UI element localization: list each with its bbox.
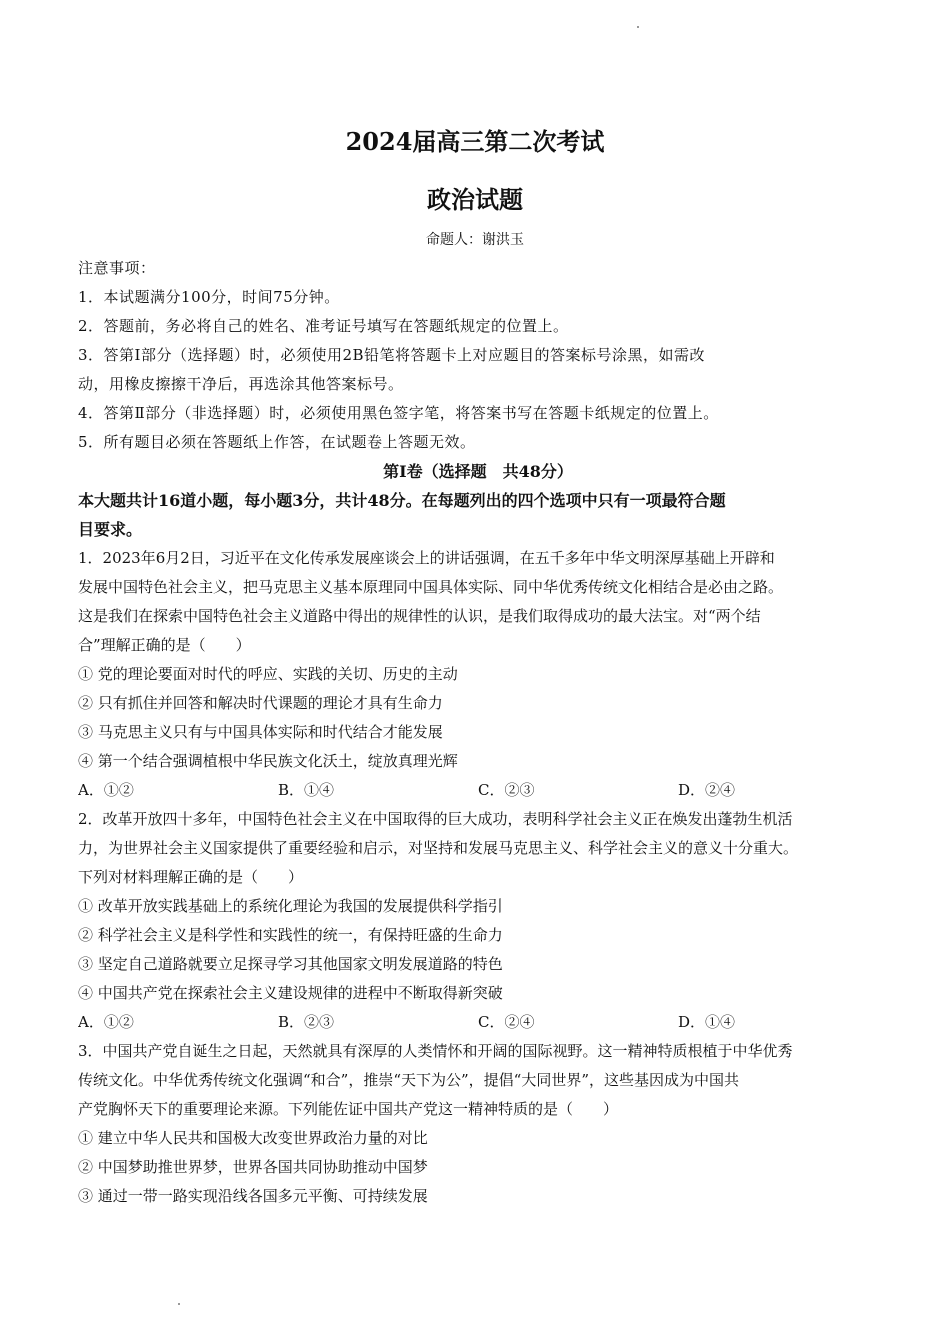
- question-statement: ③ 马克思主义只有与中国具体实际和时代结合才能发展: [78, 723, 443, 741]
- exam-title: 2024届高三第二次考试: [345, 127, 605, 156]
- scan-dot: [637, 26, 639, 28]
- notice-line: 4．答第Ⅱ部分（非选择题）时，必须使用黑色签字笔，将答案书写在答题卡纸规定的位置上。: [78, 404, 719, 422]
- question-statement: ② 科学社会主义是科学性和实践性的统一，有保持旺盛的生命力: [78, 926, 503, 944]
- section-title: 第Ⅰ卷（选择题 共48分）: [383, 462, 573, 481]
- notice-line: 3．答第Ⅰ部分（选择题）时，必须使用2B铅笔将答题卡上对应题目的答案标号涂黑，如需改: [78, 346, 706, 364]
- question-statement: ④ 第一个结合强调植根中华民族文化沃土，绽放真理光辉: [78, 752, 458, 770]
- question-statement: ② 中国梦助推世界梦，世界各国共同协助推动中国梦: [78, 1158, 428, 1176]
- question-2: [78, 805, 878, 1037]
- question-statement: ② 只有抓住并回答和解决时代课题的理论才具有生命力: [78, 694, 443, 712]
- question-stem: 下列对材料理解正确的是（ ）: [78, 868, 304, 886]
- option-a: A．①②: [78, 1013, 134, 1031]
- option-c: C．②③: [478, 781, 535, 799]
- answer-options: [78, 776, 878, 805]
- question-stem: 力，为世界社会主义国家提供了重要经验和启示，对坚持和发展马克思主义、科学社会主义的意义十分重大。: [78, 839, 799, 857]
- question-statement: ③ 通过一带一路实现沿线各国多元平衡、可持续发展: [78, 1187, 428, 1205]
- question-stem: 产党胸怀天下的重要理论来源。下列能佐证中国共产党这一精神特质的是（ ）: [78, 1100, 619, 1118]
- option-a: A．①②: [78, 781, 134, 799]
- question-statement: ④ 中国共产党在探索社会主义建设规律的进程中不断取得新突破: [78, 984, 503, 1002]
- question-stem: 传统文化。中华优秀传统文化强调“和合”，推崇“天下为公”，提倡“大同世界”，这些基因成为中国共: [78, 1071, 740, 1089]
- notice-line: 1．本试题满分100分，时间75分钟。: [78, 288, 340, 306]
- option-c: C．②④: [478, 1013, 535, 1031]
- question-stem: 发展中国特色社会主义，把马克思主义基本原理同中国具体实际、同中华优秀传统文化相结合是必由之路。: [78, 578, 784, 596]
- answer-options: [78, 1008, 878, 1037]
- scan-dot: [178, 1303, 180, 1305]
- question-statement: ① 改革开放实践基础上的系统化理论为我国的发展提供科学指引: [78, 897, 503, 915]
- exam-author: 命题人：谢洪玉: [426, 232, 524, 248]
- question-statement: ① 党的理论要面对时代的呼应、实践的关切、历史的主动: [78, 665, 458, 683]
- option-d: D．①④: [678, 1013, 736, 1031]
- section-instructions: 目要求。: [78, 520, 143, 539]
- section-instructions: 本大题共计16道小题，每小题3分，共计48分。在每题列出的四个选项中只有一项最符合题: [78, 491, 726, 510]
- question-stem: 1．2023年6月2日，习近平在文化传承发展座谈会上的讲话强调，在五千多年中华文明深厚基础上开辟和: [78, 549, 775, 567]
- question-3: [78, 1037, 878, 1211]
- question-stem: 3．中国共产党自诞生之日起，天然就具有深厚的人类情怀和开阔的国际视野。这一精神特质根植于中华优秀: [78, 1042, 793, 1060]
- notice-heading: 注意事项：: [78, 259, 156, 277]
- notice-line: 动，用橡皮擦擦干净后，再选涂其他答案标号。: [78, 375, 404, 393]
- notice-line: 2．答题前，务必将自己的姓名、准考证号填写在答题纸规定的位置上。: [78, 317, 569, 335]
- notice-line: 5．所有题目必须在答题纸上作答，在试题卷上答题无效。: [78, 433, 476, 451]
- question-stem: 合”理解正确的是（ ）: [78, 636, 251, 654]
- exam-body: [78, 254, 878, 1211]
- option-b: B．①④: [278, 781, 335, 799]
- question-stem: 这是我们在探索中国特色社会主义道路中得出的规律性的认识，是我们取得成功的最大法宝。对“两个结: [78, 607, 761, 625]
- option-d: D．②④: [678, 781, 736, 799]
- question-stem: 2．改革开放四十多年，中国特色社会主义在中国取得的巨大成功，表明科学社会主义正在焕发出蓬勃生机活: [78, 810, 793, 828]
- notice-block: [78, 254, 878, 457]
- exam-subtitle: 政治试题: [427, 185, 523, 214]
- question-statement: ① 建立中华人民共和国极大改变世界政治力量的对比: [78, 1129, 428, 1147]
- question-statement: ③ 坚定自己道路就要立足探寻学习其他国家文明发展道路的特色: [78, 955, 503, 973]
- option-b: B．②③: [278, 1013, 335, 1031]
- question-1: [78, 544, 878, 805]
